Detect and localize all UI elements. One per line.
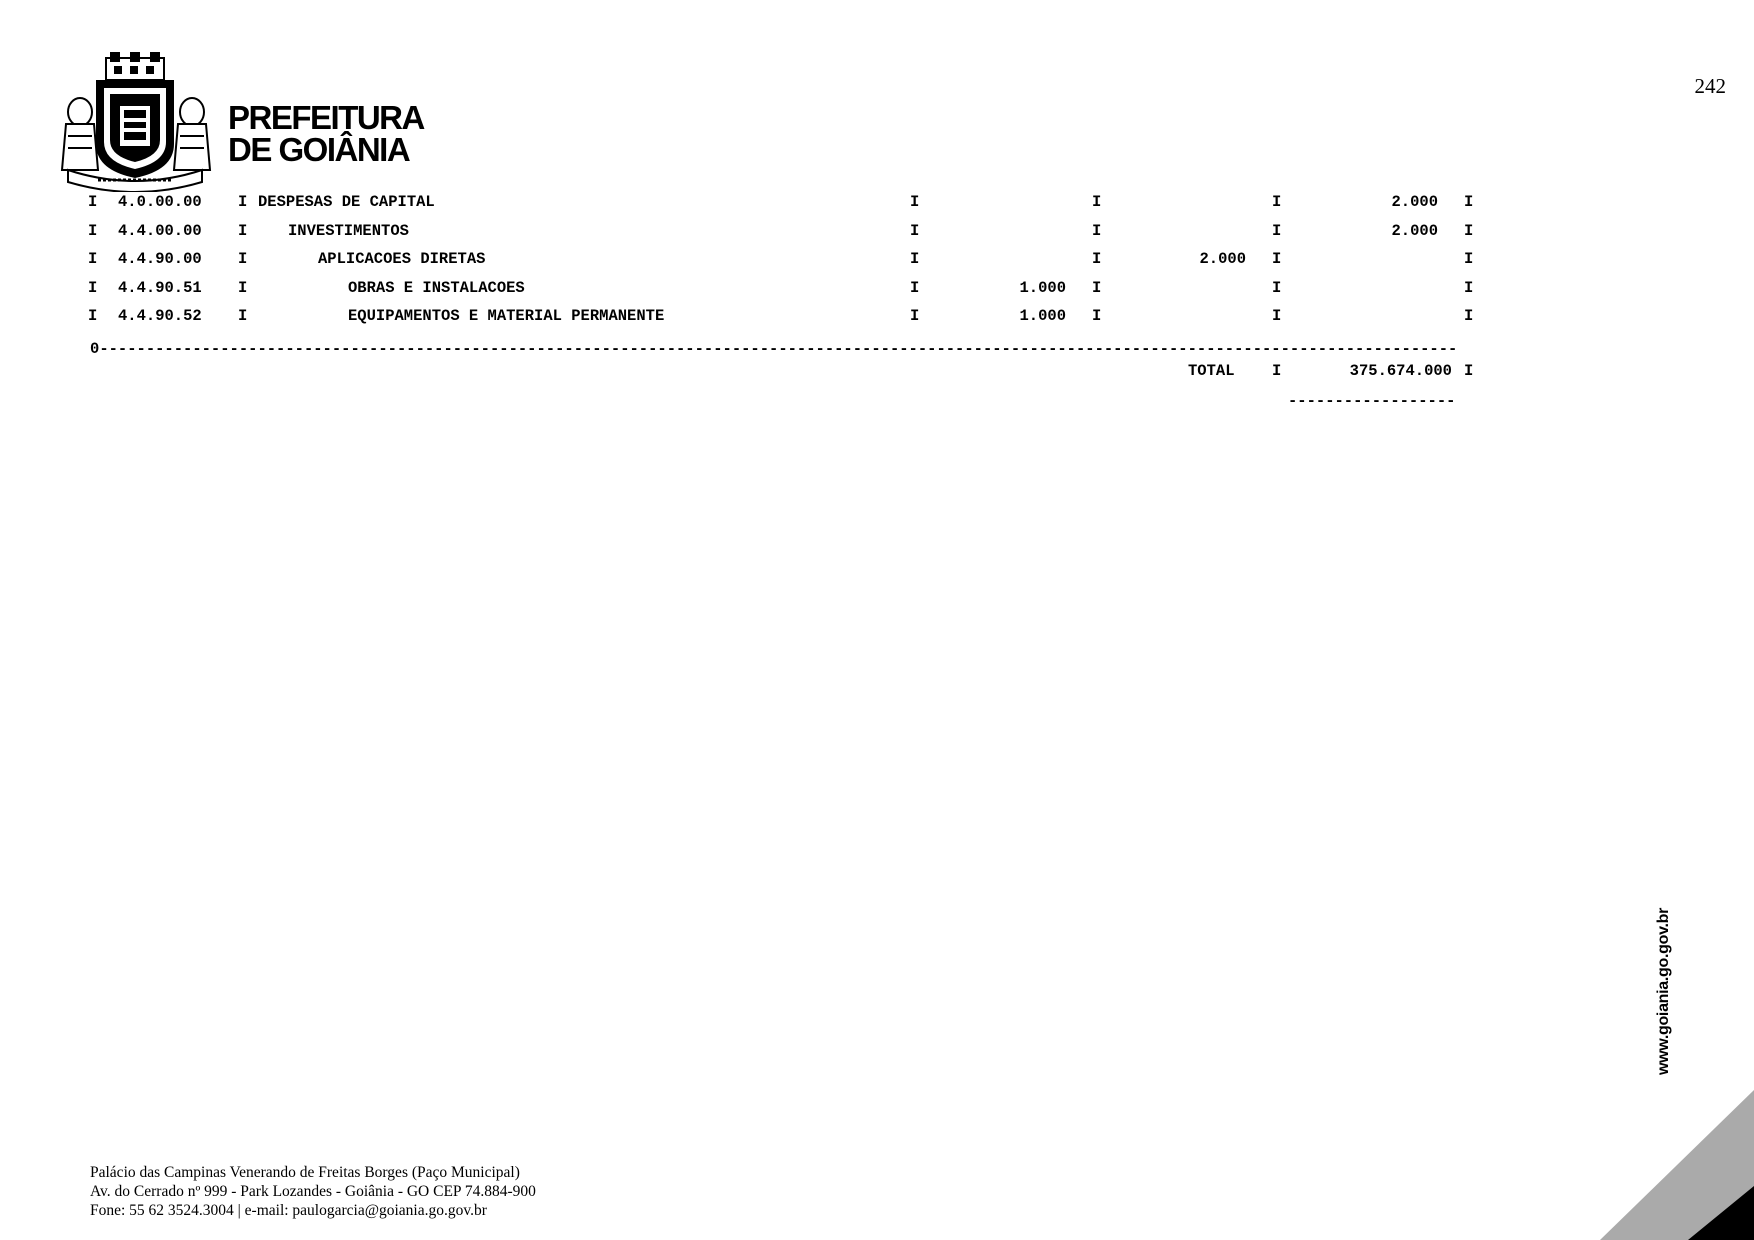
row-separator: I: [1092, 250, 1102, 268]
row-separator: I: [1272, 307, 1282, 325]
row-separator: I: [238, 250, 248, 268]
rule-prefix: 0: [90, 340, 100, 358]
row-code: 4.4.90.51: [118, 278, 202, 297]
row-code: 4.0.00.00: [118, 193, 202, 211]
brand-line-1: PREFEITURA: [228, 99, 424, 136]
row-separator: I: [1272, 193, 1282, 211]
footer-address: [90, 1163, 536, 1220]
brand-line-2: DE GOIÂNIA: [228, 131, 410, 168]
rule-dashes: --------------------------------------------------------------------------------------------------------------------------------------------------: [99, 340, 1458, 358]
row-code: 4.4.90.52: [118, 307, 202, 325]
table-bottom-rule: [90, 340, 1470, 358]
row-code: 4.4.00.00: [118, 221, 202, 240]
row-description: APLICACOES DIRETAS: [318, 250, 486, 268]
row-description: INVESTIMENTOS: [288, 221, 409, 240]
row-separator: I: [910, 193, 920, 211]
page-number: 242: [1694, 74, 1726, 98]
corner-decoration: [1554, 1090, 1754, 1240]
row-value-3: 2.000: [1391, 221, 1438, 240]
row-separator: I: [88, 307, 98, 325]
row-value-3: 2.000: [1391, 193, 1438, 211]
row-separator: I: [1464, 250, 1474, 268]
municipal-coat-of-arms-icon: [58, 52, 212, 192]
row-value-1: 1.000: [1019, 307, 1066, 325]
total-underline: ------------------: [1288, 392, 1456, 410]
row-separator: I: [238, 307, 248, 325]
total-value: 375.674.000: [1349, 362, 1452, 380]
row-separator: I: [910, 221, 920, 240]
row-separator: I: [910, 278, 920, 297]
row-separator: I: [1464, 193, 1474, 211]
row-value-2: 2.000: [1199, 250, 1246, 268]
row-separator: I: [88, 250, 98, 268]
row-separator: I: [1464, 307, 1474, 325]
footer-line-1: Palácio das Campinas Venerando de Freitas Borges (Paço Municipal): [90, 1164, 520, 1181]
row-separator: I: [1272, 278, 1282, 297]
row-separator: I: [88, 221, 98, 240]
row-separator: I: [910, 250, 920, 268]
row-separator: I: [88, 278, 98, 297]
row-separator: I: [1272, 250, 1282, 268]
footer-line-3: Fone: 55 62 3524.3004 | e-mail: paulogarcia@goiania.go.gov.br: [90, 1202, 487, 1219]
row-separator: I: [238, 221, 248, 240]
row-separator: I: [910, 307, 920, 325]
row-separator: I: [1092, 221, 1102, 240]
row-description: EQUIPAMENTOS E MATERIAL PERMANENTE: [348, 307, 665, 325]
row-description: DESPESAS DE CAPITAL: [258, 193, 435, 211]
row-description: OBRAS E INSTALACOES: [348, 278, 525, 297]
row-separator: I: [1092, 278, 1102, 297]
row-separator: I: [1464, 221, 1474, 240]
brand-name: [228, 99, 424, 168]
row-separator: I: [238, 193, 248, 211]
row-value-1: 1.000: [1019, 278, 1066, 297]
website-url: www.goiania.go.gov.br: [1655, 907, 1672, 1075]
row-separator: I: [88, 193, 98, 211]
row-separator: I: [1272, 221, 1282, 240]
total-separator-right: I: [1464, 362, 1474, 380]
total-label: TOTAL: [1188, 362, 1235, 380]
row-separator: I: [1092, 193, 1102, 211]
footer-line-2: Av. do Cerrado nº 999 - Park Lozandes - Goiânia - GO CEP 74.884-900: [90, 1183, 536, 1200]
row-code: 4.4.90.00: [118, 250, 202, 268]
row-separator: I: [238, 278, 248, 297]
row-separator: I: [1464, 278, 1474, 297]
total-separator-left: I: [1272, 362, 1282, 380]
row-separator: I: [1092, 307, 1102, 325]
